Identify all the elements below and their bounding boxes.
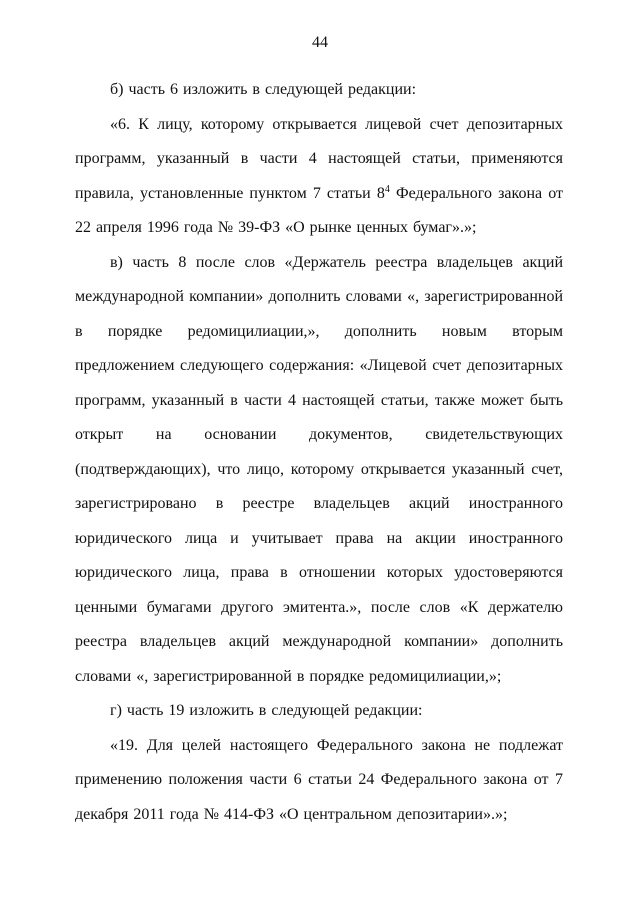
paragraph-b-intro: б) часть 6 изложить в следующей редакции: [110,81,417,98]
paragraph-g-intro: г) часть 19 изложить в следующей редакции: [110,702,423,719]
paragraph-v-text: в) часть 8 после слов «Держатель реестра владельцев акций международной компании» дополнить словами «, зарегистрированной в порядке редомицилиации,», дополнить новым вторым предложением следующего содержания: «Лицевой счет депозитарных программ, указанный в части 4 настоящей статьи, также может быть открыт на основании документов, свидетельствующих (подтверждающих), что лицо, которому открывается указанный счет, зарегистрировано в реестре владельцев акций иностранного юридического лица и учитывает права на акции иностранного юридического лица, права в отношении которых удостоверяются ценными бумагами другого эмитента.», после слов «К держателю реестра владельцев акций международной компании» дополнить словами «, зарегистрированной в порядке редомицилиации,»; [75,253,563,685]
paragraph-g-text: «19. Для целей настоящего Федерального закона не подлежат применению положения части 6 статьи 24 Федерального закона от 7 декабря 2011 года № 414-ФЗ «О центральном депозитарии».»; [75,736,563,823]
article-superscript: 4 [384,183,390,195]
document-body [75,73,563,832]
page-number: 44 [312,34,328,51]
paragraph-b-text-start: «6. К лицу, которому открывается лицевой счет депозитарных программ, указанный в части 4 настоящей статьи, применяются правила, установленные пунктом 7 статьи 8 [75,115,563,202]
paragraph-b-text-end: Федерального закона от 22 апреля 1996 года № 39-ФЗ «О рынке ценных бумаг».»; [75,184,563,236]
paragraph-b-text [75,108,563,246]
